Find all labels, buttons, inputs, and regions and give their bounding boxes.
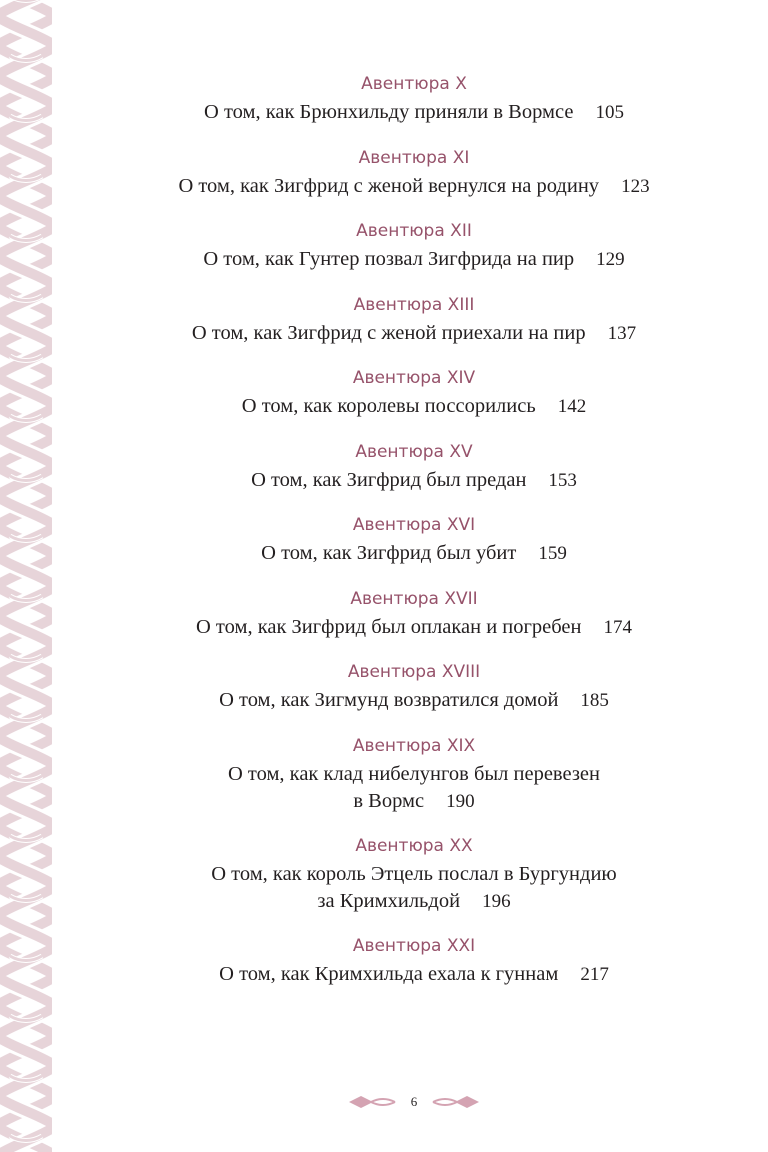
chapter-heading: Авентюра XIII — [353, 295, 475, 315]
toc-entry — [60, 936, 768, 988]
toc-entry — [60, 662, 768, 714]
toc-entry — [60, 442, 768, 494]
chapter-title-text: О том, как Зигфрид с женой приехали на пир — [191, 322, 586, 344]
chapter-title-text: О том, как Гунтер позвал Зигфрида на пир — [203, 248, 575, 270]
page-number: 105 — [595, 102, 624, 123]
toc-entry — [60, 515, 768, 567]
toc-entry — [60, 368, 768, 420]
chapter-title — [60, 246, 768, 273]
diamond-flourish-right-icon — [431, 1092, 481, 1112]
page-number-footer: 6 — [410, 1094, 418, 1109]
chapter-heading: Авентюра X — [361, 74, 467, 94]
chapter-heading: Авентюра XV — [355, 442, 473, 462]
chapter-title-line: О том, как король Этцель послал в Бургундию — [211, 863, 617, 885]
chapter-title — [60, 761, 768, 815]
chapter-title-text: О том, как Зигфрид с женой вернулся на родину — [178, 175, 600, 197]
toc-entry — [60, 295, 768, 347]
toc-entry — [60, 589, 768, 641]
chapter-title-text: О том, как Зигфрид был оплакан и погребен — [196, 616, 582, 638]
page-number: 159 — [538, 543, 567, 564]
celtic-knot-icon — [0, 0, 52, 1152]
chapter-title — [60, 961, 768, 988]
page-number: 153 — [548, 470, 577, 491]
toc-entry — [60, 221, 768, 273]
chapter-title — [60, 687, 768, 714]
chapter-title-text: за Кримхильдой — [317, 890, 461, 912]
chapter-heading: Авентюра XX — [355, 836, 473, 856]
chapter-title — [60, 173, 768, 200]
chapter-title-text: в Вормс — [353, 790, 425, 812]
chapter-title — [60, 99, 768, 126]
page-number: 142 — [557, 396, 587, 417]
chapter-title-text: О том, как Зигмунд возвратился домой — [219, 689, 559, 711]
toc-entry — [60, 74, 768, 126]
page-number: 137 — [607, 323, 637, 344]
chapter-title-text: О том, как Зигфрид был убит — [261, 542, 517, 564]
toc-entry — [60, 836, 768, 915]
chapter-heading: Авентюра XVIII — [347, 662, 481, 682]
chapter-heading: Авентюра XIX — [352, 736, 476, 756]
chapter-title-text: О том, как Зигфрид был предан — [251, 469, 527, 491]
page-number: 196 — [482, 891, 511, 912]
page-number: 123 — [621, 176, 650, 197]
chapter-heading: Авентюра XVII — [350, 589, 478, 609]
page-number: 129 — [596, 249, 625, 270]
chapter-title — [60, 540, 768, 567]
diamond-flourish-left-icon — [347, 1092, 397, 1112]
chapter-heading: Авентюра XVI — [352, 515, 476, 535]
chapter-heading: Авентюра XI — [358, 148, 470, 168]
toc-entry — [60, 736, 768, 815]
chapter-title — [60, 320, 768, 347]
chapter-title — [60, 614, 768, 641]
chapter-title-line: О том, как клад нибелунгов был перевезен — [227, 763, 601, 785]
chapter-heading: Авентюра XXI — [352, 936, 476, 956]
chapter-title-text: О том, как королевы поссорились — [241, 395, 536, 417]
page-number: 174 — [603, 617, 632, 638]
chapter-title — [60, 467, 768, 494]
table-of-contents — [60, 0, 768, 1152]
chapter-title-text: О том, как Брюнхильду приняли в Вормсе — [204, 101, 574, 123]
page-number: 185 — [580, 690, 609, 711]
toc-entry — [60, 148, 768, 200]
page-number: 190 — [446, 791, 475, 812]
chapter-heading: Авентюра XII — [356, 221, 472, 241]
chapter-title — [60, 393, 768, 420]
chapter-title-text: О том, как Кримхильда ехала к гуннам — [219, 963, 559, 985]
page-footer — [60, 1090, 768, 1114]
chapter-title — [60, 861, 768, 915]
chapter-heading: Авентюра XIV — [352, 368, 476, 388]
page-number: 217 — [580, 964, 609, 985]
